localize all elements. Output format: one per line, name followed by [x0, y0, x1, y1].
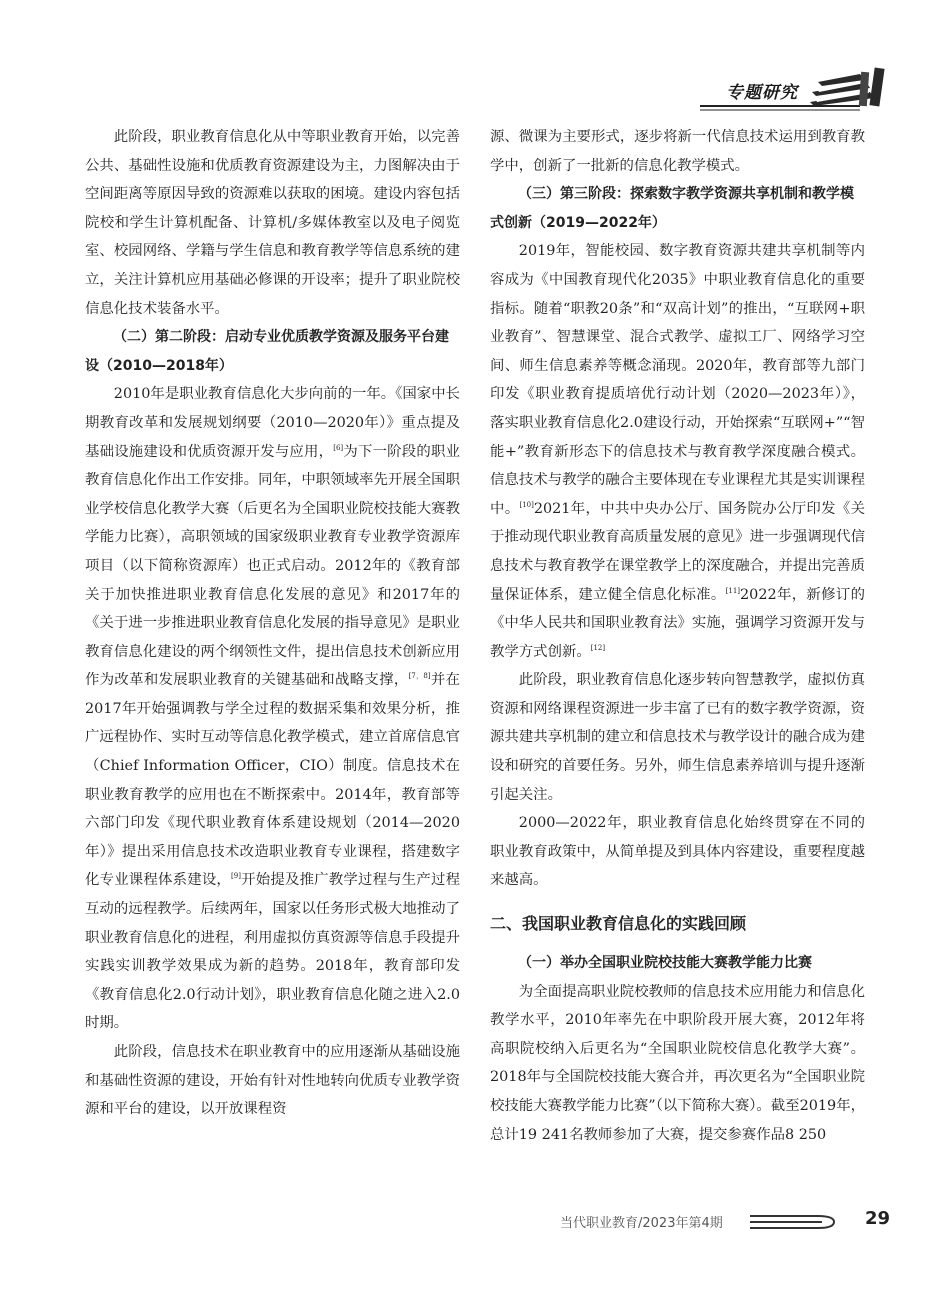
right-column — [490, 123, 865, 1149]
citation: [6] — [333, 443, 344, 452]
paragraph: 源、微课为主要形式，逐步将新一代信息技术运用到教育教学中，创新了一批新的信息化教学模式。 — [490, 129, 865, 174]
footer-lines-icon — [748, 1210, 838, 1234]
paragraph: 此阶段，信息技术在职业教育中的应用逐渐从基础设施和基础性资源的建设，开始有针对性地转向优质专业教学资源和平台的建设，以开放课程资 — [85, 1044, 460, 1118]
section-heading-part2: 二、我国职业教育信息化的实践回顾 — [490, 914, 747, 934]
paragraph: 2019年，智能校园、数字教育资源共建共享机制等内容成为《中国教育现代化2035》中职业教育信息化的重要指标。随着“职教20条”和“双高计划”的推出，“互联网+职业教育”、智慧课堂、混合式教学、虚拟工厂、网络学习空间、师生信息素养等概念涌现。2020年，教育部等九部门印发《职业教育提质培优行动计划（2020—2023年）》，落实职业教育信息化2.0建设行动，开始探索“互联网+”“智能+”教育新形态下的信息技术与教育教学深度融合模式。信息技术与教学的融合主要体现在专业课程尤其是实训课程中。[10]2021年，中共中央办公厅、国务院办公厅印发《关于推动现代职业教育高质量发展的意见》进一步强调现代信息技术与教育教学在课堂教学上的深度融合，并提出完善质量保证体系，建立健全信息化标准。[11]2022年，新修订的《中华人民共和国职业教育法》实施，强调学习资源开发与教学方式创新。[12] — [490, 243, 865, 660]
citation: [9] — [231, 872, 241, 881]
paragraph: 为全面提高职业院校教师的信息技术应用能力和信息化教学水平，2010年率先在中职阶段开展大赛，2012年将高职院校纳入后更名为“全国职业院校信息化教学大赛”。2018年与全国院校技能大赛合并，再次更名为“全国职业院校技能大赛教学能力比赛”（以下简称大赛）。截至2019年，总计19 241名教师参加了大赛，提交参赛作品8 250 — [490, 983, 865, 1143]
books-icon — [660, 62, 890, 112]
section-title: 专题研究 — [726, 83, 798, 103]
page-header — [660, 62, 890, 112]
section-heading-stage2: （二）第二阶段：启动专业优质教学资源及服务平台建设（2010—2018年） — [85, 329, 449, 374]
left-column — [85, 123, 460, 1124]
page-footer — [560, 1208, 890, 1238]
citation: [12] — [590, 643, 606, 652]
paragraph: 此阶段，职业教育信息化逐步转向智慧教学，虚拟仿真资源和网络课程资源进一步丰富了已有的数字教学资源，资源共建共享机制的建立和信息技术与教学设计的融合成为建设和研究的首要任务。另外，师生信息素养培训与提升逐渐引起关注。 — [490, 672, 865, 803]
journal-name: 当代职业教育/2023年第4期 — [560, 1216, 723, 1231]
citation: [7，8] — [408, 672, 431, 681]
paragraph: 此阶段，职业教育信息化从中等职业教育开始，以完善公共、基础性设施和优质教育资源建设为主，力图解决由于空间距离等原因导致的资源难以获取的困境。建设内容包括院校和学生计算机配备、计算机/多媒体教室以及电子阅览室、校园网络、学籍与学生信息和教育教学等信息系统的建立，关注计算机应用基础必修课的开设率；提升了职业院校信息化技术装备水平。 — [85, 129, 460, 317]
citation: [11] — [725, 586, 741, 595]
subsection-heading: （一）举办全国职业院校技能大赛教学能力比赛 — [518, 955, 812, 972]
page-number: 29 — [864, 1208, 890, 1229]
section-heading-stage3: （三）第三阶段：探索数字教学资源共享机制和教学模式创新（2019—2022年） — [490, 186, 854, 231]
paragraph: 2000—2022年，职业教育信息化始终贯穿在不同的职业教育政策中，从简单提及到具体内容建设，重要程度越来越高。 — [490, 815, 865, 889]
paragraph: 2010年是职业教育信息化大步向前的一年。《国家中长期教育改革和发展规划纲要（2010—2020年）》重点提及基础设施建设和优质资源开发与应用，[6]为下一阶段的职业教育信息化作出工作安排。同年，中职领域率先开展全国职业学校信息化教学大赛（后更名为全国职业院校技能大赛教学能力比赛），高职领域的国家级职业教育专业教学资源库项目（以下简称资源库）也正式启动。2012年的《教育部关于加快推进职业教育信息化发展的意见》和2017年的《关于进一步推进职业教育信息化发展的指导意见》是职业教育信息化建设的两个纲领性文件，提出信息技术创新应用作为改革和发展职业教育的关键基础和战略支撑，[7，8]并在2017年开始强调教与学全过程的数据采集和效果分析，推广远程协作、实时互动等信息化教学模式，建立首席信息官（Chief Information Officer，CIO）制度。信息技术在职业教育教学的应用也在不断探索中。2014年，教育部等六部门印发《现代职业教育体系建设规划（2014—2020年）》提出采用信息技术改造职业教育专业课程，搭建数字化专业课程体系建设，[9]开始提及推广教学过程与生产过程互动的远程教学。后续两年，国家以任务形式极大地推动了职业教育信息化的进程，利用虚拟仿真资源等信息手段提升实践实训教学效果成为新的趋势。2018年，教育部印发《教育信息化2.0行动计划》，职业教育信息化随之进入2.0时期。 — [85, 386, 460, 1032]
citation: [10] — [519, 500, 534, 509]
